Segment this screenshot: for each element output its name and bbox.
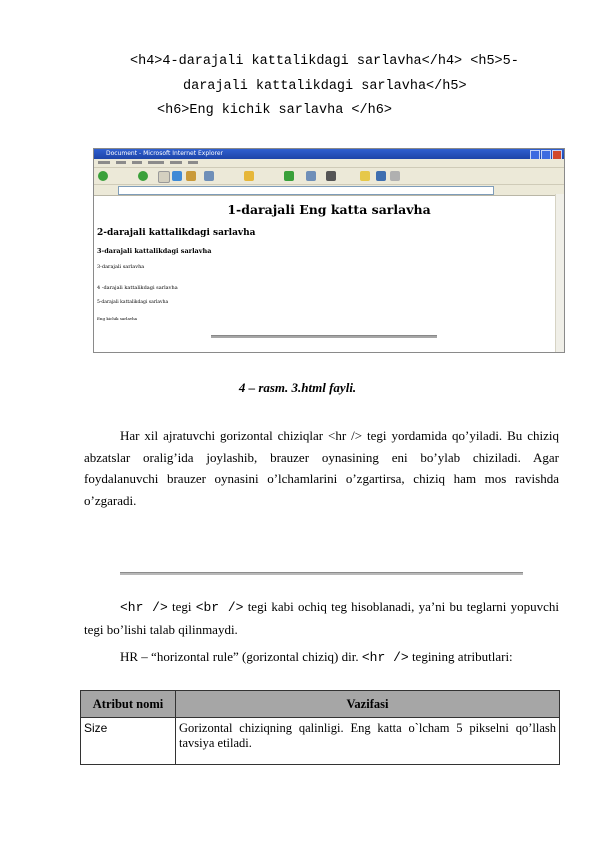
home-icon bbox=[186, 171, 196, 181]
window-title: Document - Microsoft Internet Explorer bbox=[106, 150, 223, 157]
figure-caption: 4 – rasm. 3.html fayli. bbox=[238, 380, 357, 395]
back-icon bbox=[98, 171, 108, 181]
search-icon bbox=[204, 171, 214, 181]
table-cell: Gorizontal chiziqning qalinligi. Eng katta o`lcham 5 pikselni qo’llash tavsiya etiladi. bbox=[176, 718, 560, 765]
mail-icon bbox=[306, 171, 316, 181]
code-br: <br /> bbox=[195, 600, 244, 615]
paragraph-hr-attributes bbox=[84, 646, 559, 669]
heading-5: 4 -darajali kattalikdagi sarlavha bbox=[97, 285, 178, 291]
text-fragment: tegining atributlari: bbox=[408, 649, 513, 664]
media-icon bbox=[284, 171, 294, 181]
table-header: Atribut nomi bbox=[81, 691, 176, 718]
heading-1: 1-darajali Eng katta sarlavha bbox=[227, 202, 431, 217]
heading-3: 3-darajali kattalikdagi sarlavha bbox=[97, 247, 212, 255]
attributes-table bbox=[80, 690, 560, 765]
refresh-icon bbox=[172, 171, 182, 181]
messenger-icon bbox=[376, 171, 386, 181]
heading-4: 3-darajali sarlavha bbox=[97, 264, 145, 270]
table-header-row bbox=[81, 691, 560, 718]
toolbar bbox=[94, 168, 564, 185]
table-row bbox=[81, 718, 560, 765]
address-field bbox=[118, 186, 494, 195]
browser-screenshot bbox=[93, 148, 565, 353]
tools-icon bbox=[390, 171, 400, 181]
code-line-3: <h6>Eng kichik sarlavha </h6> bbox=[157, 103, 392, 118]
text-fragment: HR – “horizontal rule” (gorizontal chiziq) dir. bbox=[120, 649, 362, 664]
heading-2: 2-darajali kattalikdagi sarlavha bbox=[97, 228, 256, 238]
page-content bbox=[94, 196, 564, 346]
paragraph-hr-intro: Har xil ajratuvchi gorizontal chiziqlar <hr /> tegi yordamida qo’yiladi. Bu chiziq abzatslar oralig’ida joylashib, brauzer oynasining eni bo’ylab chiziladi. Agar foydalanuvchi brauzer oynasini o’lchamlarini o’zgartirsa, chiziq ham mos ravishda o’zgaradi. bbox=[84, 428, 559, 508]
forward-icon bbox=[138, 171, 148, 181]
print-icon bbox=[326, 171, 336, 181]
favorites-icon bbox=[244, 171, 254, 181]
address-bar bbox=[94, 185, 564, 196]
code-line-2: darajali kattalikdagi sarlavha</h5> bbox=[183, 79, 467, 94]
code-hr: <hr /> bbox=[120, 600, 168, 615]
scrollbar bbox=[555, 194, 564, 352]
heading-7: Eng kichik sarlavha bbox=[97, 316, 138, 321]
stop-icon bbox=[158, 171, 170, 183]
horizontal-rule bbox=[211, 335, 437, 338]
code-hr: <hr /> bbox=[361, 650, 409, 665]
table-header: Vazifasi bbox=[176, 691, 560, 718]
heading-6: 5-darajali kattalikdagi sarlavha bbox=[97, 300, 169, 305]
edit-icon bbox=[360, 171, 370, 181]
text-fragment: tegi bbox=[167, 599, 196, 614]
paragraph-hr-open-tag bbox=[84, 596, 559, 640]
horizontal-rule-demo bbox=[120, 572, 523, 575]
window-titlebar bbox=[94, 149, 564, 159]
menu-bar bbox=[94, 159, 564, 168]
code-line-1: <h4>4-darajali kattalikdagi sarlavha</h4> <h5>5- bbox=[130, 54, 519, 69]
table-cell: Size bbox=[81, 718, 176, 765]
text-fragment: tegi kabi ochiq teg hisoblanadi, ya’ni bu teglarni yopuvchi tegi bo’lishi talab qilinmaydi. bbox=[84, 599, 560, 637]
